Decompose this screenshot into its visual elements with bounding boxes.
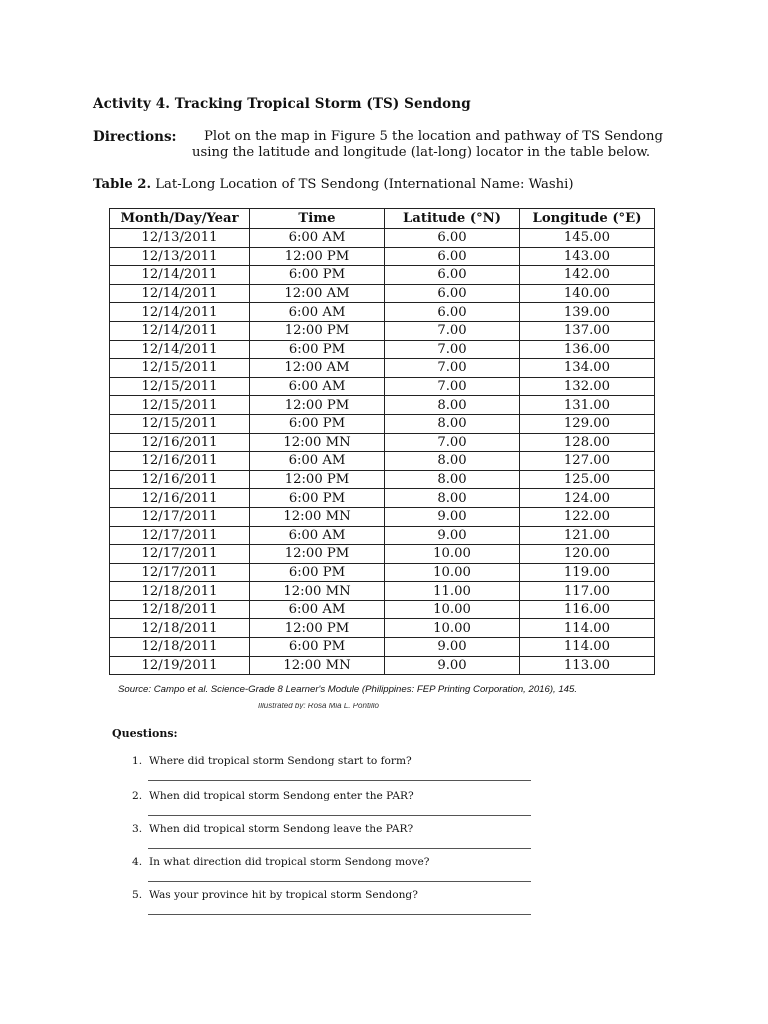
cell-date: 12/13/2011 <box>110 247 250 266</box>
cell-latitude: 8.00 <box>385 396 520 415</box>
answer-line[interactable] <box>148 848 531 849</box>
table-row <box>110 359 655 378</box>
cell-latitude: 6.00 <box>385 266 520 285</box>
table-row <box>110 321 655 340</box>
cell-longitude: 119.00 <box>520 563 655 582</box>
cell-longitude: 125.00 <box>520 470 655 489</box>
table-row <box>110 396 655 415</box>
activity-title: Activity 4. Tracking Tropical Storm (TS) Sendong <box>93 96 471 112</box>
cell-longitude: 124.00 <box>520 489 655 508</box>
cell-time: 6:00 PM <box>250 638 385 657</box>
table-row <box>110 303 655 322</box>
cell-time: 6:00 PM <box>250 340 385 359</box>
directions-label: Directions: <box>93 129 177 145</box>
cell-date: 12/14/2011 <box>110 303 250 322</box>
cell-date: 12/14/2011 <box>110 266 250 285</box>
cell-latitude: 11.00 <box>385 582 520 601</box>
lat-long-table <box>109 208 655 675</box>
cell-date: 12/13/2011 <box>110 229 250 248</box>
cell-time: 6:00 AM <box>250 377 385 396</box>
cell-date: 12/17/2011 <box>110 507 250 526</box>
cell-longitude: 142.00 <box>520 266 655 285</box>
header-time: Time <box>250 209 385 229</box>
cell-date: 12/18/2011 <box>110 582 250 601</box>
table-body <box>110 229 655 675</box>
cell-latitude: 8.00 <box>385 414 520 433</box>
cell-longitude: 117.00 <box>520 582 655 601</box>
question-text: Where did tropical storm Sendong start to form? <box>149 755 412 767</box>
cell-latitude: 8.00 <box>385 489 520 508</box>
cell-date: 12/16/2011 <box>110 470 250 489</box>
directions-line-1: Plot on the map in Figure 5 the location and pathway of TS Sendong <box>204 129 663 144</box>
table-row <box>110 229 655 248</box>
cell-latitude: 10.00 <box>385 619 520 638</box>
directions-line-2: using the latitude and longitude (lat-long) locator in the table below. <box>192 145 651 160</box>
question-item <box>132 823 413 835</box>
cell-date: 12/15/2011 <box>110 414 250 433</box>
table-header-row <box>110 209 655 229</box>
answer-line[interactable] <box>148 815 531 816</box>
cell-time: 6:00 PM <box>250 489 385 508</box>
cell-longitude: 136.00 <box>520 340 655 359</box>
cell-date: 12/16/2011 <box>110 489 250 508</box>
table-row <box>110 600 655 619</box>
cell-latitude: 8.00 <box>385 470 520 489</box>
table-row <box>110 452 655 471</box>
cell-longitude: 131.00 <box>520 396 655 415</box>
cell-date: 12/15/2011 <box>110 377 250 396</box>
question-text: Was your province hit by tropical storm Sendong? <box>149 889 418 901</box>
cell-longitude: 122.00 <box>520 507 655 526</box>
table-row <box>110 656 655 675</box>
cell-date: 12/18/2011 <box>110 638 250 657</box>
cell-date: 12/14/2011 <box>110 284 250 303</box>
cell-latitude: 7.00 <box>385 340 520 359</box>
question-number: 4. <box>132 856 143 868</box>
answer-line[interactable] <box>148 780 531 781</box>
cell-date: 12/14/2011 <box>110 340 250 359</box>
cell-latitude: 9.00 <box>385 526 520 545</box>
cell-latitude: 6.00 <box>385 303 520 322</box>
question-item <box>132 889 418 901</box>
cell-longitude: 139.00 <box>520 303 655 322</box>
cell-time: 6:00 AM <box>250 600 385 619</box>
cell-latitude: 8.00 <box>385 452 520 471</box>
cell-longitude: 121.00 <box>520 526 655 545</box>
cell-longitude: 114.00 <box>520 638 655 657</box>
cell-date: 12/15/2011 <box>110 359 250 378</box>
cell-time: 12:00 PM <box>250 321 385 340</box>
answer-line[interactable] <box>148 914 531 915</box>
cell-date: 12/16/2011 <box>110 452 250 471</box>
cell-latitude: 10.00 <box>385 600 520 619</box>
cell-time: 6:00 AM <box>250 229 385 248</box>
table-row <box>110 545 655 564</box>
cell-time: 12:00 MN <box>250 656 385 675</box>
cell-time: 12:00 PM <box>250 396 385 415</box>
question-number: 2. <box>132 790 143 802</box>
cell-date: 12/18/2011 <box>110 600 250 619</box>
table-row <box>110 526 655 545</box>
cell-date: 12/17/2011 <box>110 563 250 582</box>
cell-time: 6:00 PM <box>250 563 385 582</box>
cell-latitude: 7.00 <box>385 433 520 452</box>
table-row <box>110 433 655 452</box>
cell-longitude: 113.00 <box>520 656 655 675</box>
cell-time: 12:00 PM <box>250 247 385 266</box>
cell-longitude: 127.00 <box>520 452 655 471</box>
cell-time: 6:00 PM <box>250 414 385 433</box>
questions-heading: Questions: <box>112 727 178 740</box>
cell-latitude: 6.00 <box>385 229 520 248</box>
cell-time: 12:00 PM <box>250 470 385 489</box>
cell-date: 12/17/2011 <box>110 526 250 545</box>
cell-longitude: 114.00 <box>520 619 655 638</box>
cell-latitude: 10.00 <box>385 545 520 564</box>
illustrator-credit: Illustrated by: Rosa Mia L. Pontillo <box>258 703 379 709</box>
question-text: When did tropical storm Sendong leave the PAR? <box>149 823 414 835</box>
cell-longitude: 129.00 <box>520 414 655 433</box>
cell-time: 6:00 AM <box>250 526 385 545</box>
cell-latitude: 7.00 <box>385 359 520 378</box>
cell-longitude: 116.00 <box>520 600 655 619</box>
header-longitude: Longitude (°E) <box>520 209 655 229</box>
source-citation: Source: Campo et al. Science-Grade 8 Learner's Module (Philippines: FEP Printing Corporation, 2016), 145. <box>118 684 578 695</box>
cell-latitude: 10.00 <box>385 563 520 582</box>
cell-time: 12:00 MN <box>250 433 385 452</box>
cell-latitude: 9.00 <box>385 638 520 657</box>
table-row <box>110 638 655 657</box>
table-row <box>110 619 655 638</box>
cell-latitude: 6.00 <box>385 247 520 266</box>
question-number: 1. <box>132 755 143 767</box>
cell-date: 12/16/2011 <box>110 433 250 452</box>
question-text: When did tropical storm Sendong enter the PAR? <box>149 790 414 802</box>
cell-date: 12/19/2011 <box>110 656 250 675</box>
question-item <box>132 856 429 868</box>
table-row <box>110 377 655 396</box>
cell-time: 12:00 AM <box>250 284 385 303</box>
cell-longitude: 137.00 <box>520 321 655 340</box>
table-row <box>110 266 655 285</box>
cell-date: 12/15/2011 <box>110 396 250 415</box>
cell-time: 12:00 MN <box>250 507 385 526</box>
cell-longitude: 140.00 <box>520 284 655 303</box>
table-caption-text: Lat-Long Location of TS Sendong (International Name: Washi) <box>155 177 574 192</box>
table-row <box>110 284 655 303</box>
cell-longitude: 132.00 <box>520 377 655 396</box>
table-row <box>110 470 655 489</box>
cell-longitude: 143.00 <box>520 247 655 266</box>
cell-longitude: 145.00 <box>520 229 655 248</box>
cell-time: 12:00 MN <box>250 582 385 601</box>
cell-time: 6:00 PM <box>250 266 385 285</box>
question-item <box>132 790 414 802</box>
cell-latitude: 9.00 <box>385 507 520 526</box>
cell-latitude: 7.00 <box>385 321 520 340</box>
question-number: 5. <box>132 889 143 901</box>
table-row <box>110 489 655 508</box>
header-date: Month/Day/Year <box>110 209 250 229</box>
cell-longitude: 128.00 <box>520 433 655 452</box>
cell-longitude: 120.00 <box>520 545 655 564</box>
table-row <box>110 507 655 526</box>
cell-longitude: 134.00 <box>520 359 655 378</box>
cell-time: 12:00 AM <box>250 359 385 378</box>
cell-latitude: 7.00 <box>385 377 520 396</box>
question-text: In what direction did tropical storm Sendong move? <box>149 856 430 868</box>
table-row <box>110 340 655 359</box>
cell-time: 6:00 AM <box>250 452 385 471</box>
table-caption-label: Table 2. <box>93 177 152 192</box>
cell-latitude: 9.00 <box>385 656 520 675</box>
cell-date: 12/17/2011 <box>110 545 250 564</box>
table-row <box>110 563 655 582</box>
cell-time: 12:00 PM <box>250 545 385 564</box>
cell-date: 12/18/2011 <box>110 619 250 638</box>
table-row <box>110 582 655 601</box>
answer-line[interactable] <box>148 881 531 882</box>
question-item <box>132 755 412 767</box>
cell-date: 12/14/2011 <box>110 321 250 340</box>
cell-time: 6:00 AM <box>250 303 385 322</box>
question-number: 3. <box>132 823 143 835</box>
header-latitude: Latitude (°N) <box>385 209 520 229</box>
table-row <box>110 247 655 266</box>
table-row <box>110 414 655 433</box>
table-caption <box>93 177 574 192</box>
cell-time: 12:00 PM <box>250 619 385 638</box>
cell-latitude: 6.00 <box>385 284 520 303</box>
